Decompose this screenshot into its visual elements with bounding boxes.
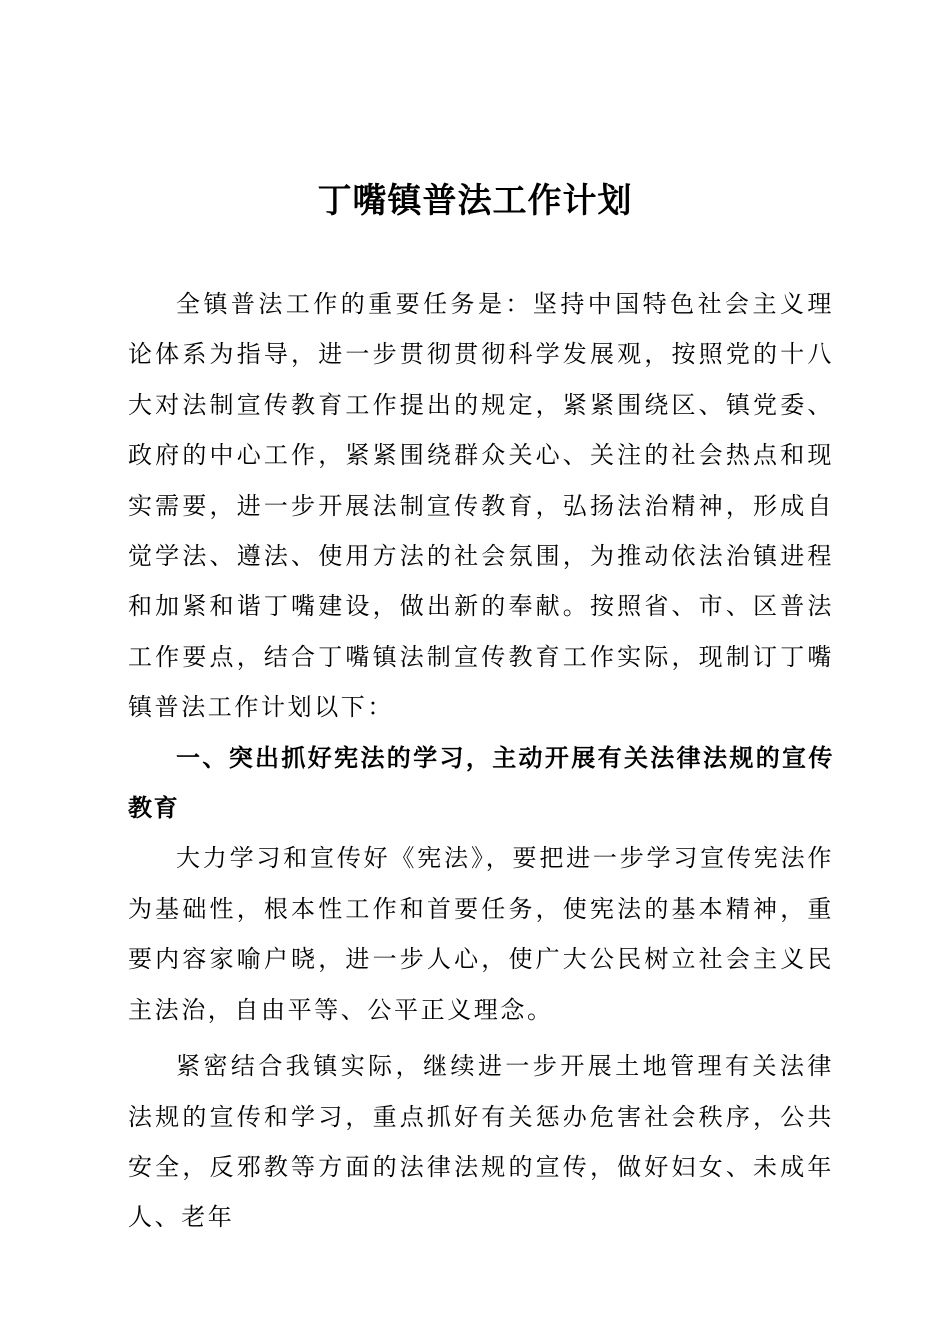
constitution-paragraph: 大力学习和宣传好《宪法》，要把进一步学习宣传宪法作为基础性，根本性工作和首要任务，使宪法的基本精神，重要内容家喻户晓，进一步人心，使广大公民树立社会主义民主法治，自由平等、公平正义理念。 [128, 844, 834, 1024]
intro-paragraph: 全镇普法工作的重要任务是：坚持中国特色社会主义理论体系为指导，进一步贯彻贯彻科学发展观，按照党的十八大对法制宣传教育工作提出的规定，紧紧围绕区、镇党委、政府的中心工作，紧紧围绕群众关心、关注的社会热点和现实需要，进一步开展法制宣传教育，弘扬法治精神，形成自觉学法、遵法、使用方法的社会氛围，为推动依法治镇进程和加紧和谐丁嘴建设，做出新的奉献。按照省、市、区普法工作要点，结合丁嘴镇法制宣传教育工作实际，现制订丁嘴镇普法工作计划以下： [128, 290, 834, 722]
section-heading-1: 一、突出抓好宪法的学习，主动开展有关法律法规的宣传教育 [128, 743, 834, 823]
document-title: 丁嘴镇普法工作计划 [317, 181, 633, 221]
local-practice-paragraph: 紧密结合我镇实际，继续进一步开展土地管理有关法律法规的宣传和学习，重点抓好有关惩办危害社会秩序，公共安全，反邪教等方面的法律法规的宣传，做好妇女、未成年人、老年 [128, 1052, 834, 1232]
document-body [128, 279, 834, 1243]
